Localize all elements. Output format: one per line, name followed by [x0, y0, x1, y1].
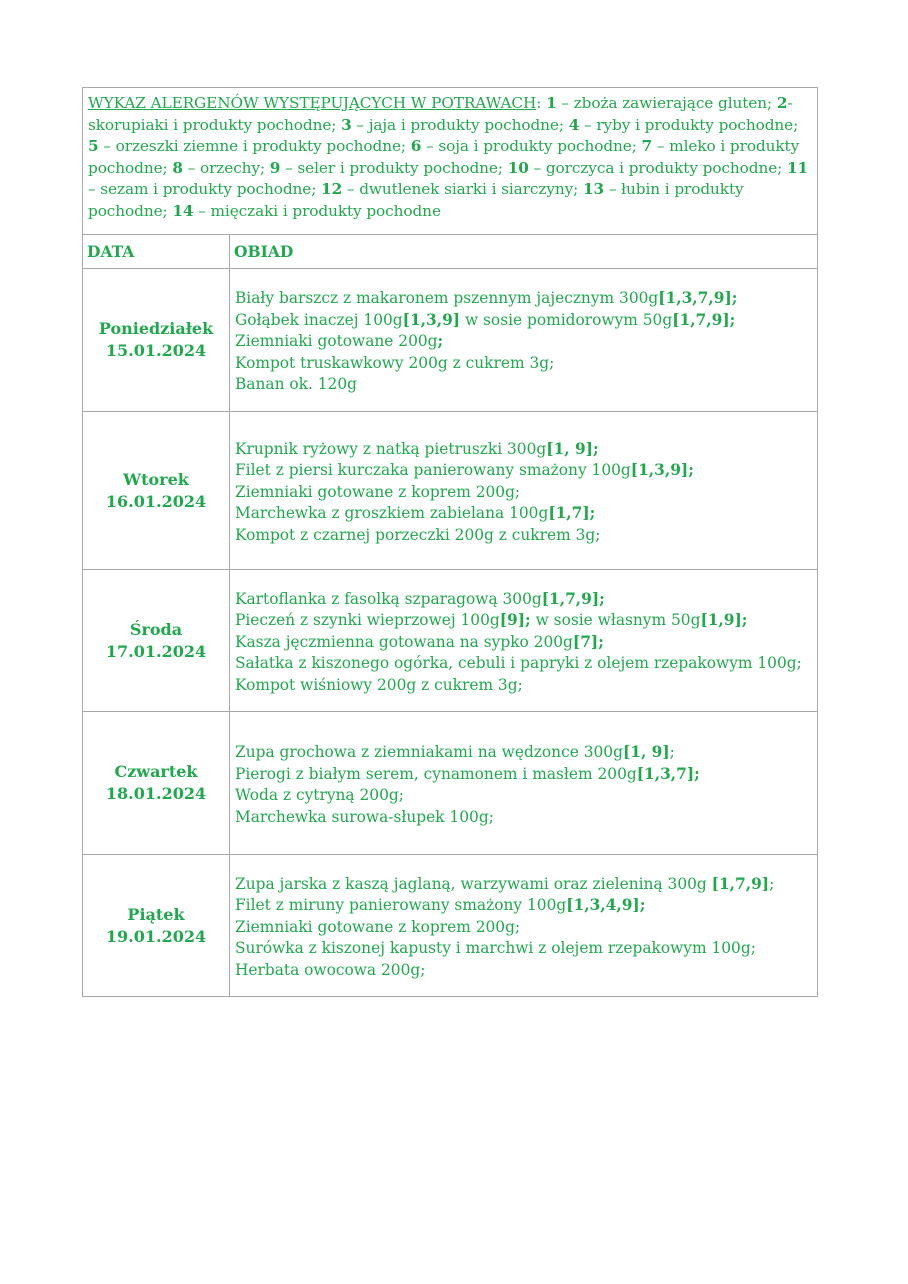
day-date: 16.01.2024 [105, 491, 207, 511]
day-name: Piątek [127, 904, 185, 924]
dish-line [235, 331, 817, 353]
allergen-description: – seler i produkty pochodne; [280, 158, 508, 177]
meal-cell [230, 855, 818, 997]
dish-name: Kompot z czarnej porzeczki 200g z cukrem 3g; [235, 525, 601, 544]
allergen-description: – sezam i produkty pochodne; [88, 180, 322, 199]
dish-name: Ziemniaki gotowane z koprem 200g; [235, 917, 521, 936]
dish-line [235, 938, 817, 960]
dish-line [235, 482, 817, 504]
day-cell [83, 269, 230, 412]
allergen-description: – gorczyca i produkty pochodne; [528, 158, 787, 177]
allergen-number: 14 [172, 201, 194, 220]
dish-name: Zupa jarska z kaszą jaglaną, warzywami oraz zieleniną 300g [235, 874, 712, 893]
dish-allergens: [1,7,9]; [672, 310, 736, 329]
day-cell [83, 570, 230, 712]
allergen-number: 8 [172, 158, 183, 177]
day-row [83, 855, 818, 997]
dish-name: Gołąbek inaczej 100g [235, 310, 403, 329]
allergen-number: 7 [641, 137, 653, 156]
legend-row [83, 88, 818, 235]
dish-name: Biały barszcz z makaronem pszennym jajecznym 300g [235, 289, 659, 308]
day-date: 19.01.2024 [105, 926, 207, 946]
dish-line [235, 653, 817, 675]
meal-cell [230, 712, 818, 855]
dish-name: Woda z cytryną 200g; [235, 786, 404, 804]
day-name: Środa [129, 619, 183, 639]
dish-allergens: [1,7]; [548, 504, 596, 523]
allergen-number: 12 [321, 180, 343, 199]
allergen-description: – mleko i produkty pochodne; [88, 137, 800, 177]
dish-line [235, 439, 817, 461]
header-date: DATA [83, 235, 230, 269]
allergen-description: – ryby i produkty pochodne; [579, 115, 799, 134]
dish-name: Ziemniaki gotowane z koprem 200g; [235, 482, 521, 501]
dish-allergens: [1,3,7,9]; [658, 289, 738, 308]
allergen-description: - skorupiaki i produkty pochodne; [88, 94, 793, 134]
dish-line [235, 589, 817, 611]
dish-allergens: [7]; [572, 632, 604, 651]
dish-allergens: ; [437, 332, 444, 351]
allergen-number: 1 [546, 94, 557, 112]
dish-line [235, 742, 817, 764]
day-cell [83, 412, 230, 570]
allergen-description: – orzechy; [182, 158, 270, 177]
allergen-description: – mięczaki i produkty pochodne [193, 201, 441, 220]
dish-name: Marchewka z groszkiem zabielana 100g [235, 504, 549, 523]
allergen-description: – soja i produkty pochodne; [421, 137, 642, 156]
dish-allergens: [1,3,4,9]; [566, 896, 646, 915]
dish-name: Kompot wiśniowy 200g z cukrem 3g; [235, 675, 523, 694]
dish-name: Pieczeń z szynki wieprzowej 100g [235, 611, 500, 630]
allergen-number: 4 [568, 115, 580, 134]
allergen-number: 3 [341, 115, 352, 134]
day-name: Wtorek [123, 469, 189, 489]
header-row [83, 235, 818, 269]
day-date: 15.01.2024 [105, 341, 207, 360]
allergen-description: – zboża zawierające gluten; [556, 94, 777, 112]
dish-name: Filet z miruny panierowany smażony 100g [235, 896, 567, 915]
allergen-description: – orzeszki ziemne i produkty pochodne; [98, 137, 411, 156]
dish-allergens: [1,3,9] [402, 310, 461, 329]
day-date: 18.01.2024 [105, 784, 207, 803]
allergen-number: 11 [786, 158, 809, 177]
dish-note: ; [769, 874, 775, 893]
dish-allergens: [1,3,9]; [630, 461, 694, 480]
day-row [83, 712, 818, 855]
allergen-legend: WYKAZ ALERGENÓW WYSTĘPUJĄCYCH W POTRAWACH: 1 – zboża zawierające gluten; 2- skorupiaki i produkty pochodne; 3 – jaja i produkty pochodne; 4 – ryby i produkty pochodne; 5 – orzeszki ziemne i produkty pochodne; 6 – soja i produkty pochodne; 7 – mleko i produkty pochodne; 8 – orzechy; 9 – seler i produkty pochodne; 10 – gorczyca i produkty pochodne; 11 – sezam i produkty pochodne; 12 – dwutlenek siarki i siarczyny; 13 – łubin i produkty pochodne; 14 – mięczaki i produkty pochodne [83, 88, 818, 235]
dish-allergens: [1, 9]; [546, 439, 599, 458]
dish-line [235, 960, 817, 982]
dish-line [235, 675, 817, 697]
allergen-number: 2 [776, 94, 788, 112]
dish-line [235, 610, 817, 632]
dish-line [235, 785, 817, 807]
allergen-description: – dwutlenek siarki i siarczyny; [342, 180, 583, 199]
allergen-number: 10 [507, 158, 529, 177]
dish-line [235, 874, 817, 896]
dish-line [235, 917, 817, 939]
dish-line [235, 525, 817, 547]
day-cell [83, 712, 230, 855]
dish-allergens: [1,7,9]; [541, 589, 605, 608]
dish-line [235, 310, 817, 332]
day-date: 17.01.2024 [105, 641, 207, 661]
dish-allergens: [1, 9] [622, 743, 670, 761]
dish-name: Marchewka surowa-słupek 100g; [235, 807, 494, 826]
menu-table [82, 87, 818, 997]
allergen-number: 9 [269, 158, 281, 177]
dish-line [235, 460, 817, 482]
dish-line [235, 353, 817, 375]
meal-cell [230, 412, 818, 570]
dish-note: ; [669, 743, 675, 761]
meal-cell [230, 269, 818, 412]
dish-name: Kartoflanka z fasolką szparagową 300g [235, 589, 542, 608]
dish-allergens: [9]; [499, 611, 531, 630]
day-name: Czwartek [114, 762, 198, 781]
day-name: Poniedziałek [98, 319, 214, 338]
dish-allergens: [1,3,7]; [636, 764, 700, 783]
dish-line [235, 632, 817, 654]
day-cell [83, 855, 230, 997]
dish-note: w sosie pomidorowym 50g [460, 310, 673, 329]
dish-allergens: [1,7,9] [711, 874, 770, 893]
dish-name: Sałatka z kiszonego ogórka, cebuli i papryki z olejem rzepakowym 100g; [235, 654, 802, 673]
dish-line [235, 764, 817, 786]
allergen-description: – łubin i produkty pochodne; [88, 180, 744, 220]
dish-name: Herbata owocowa 200g; [235, 960, 426, 979]
dish-name: Kasza jęczmienna gotowana na sypko 200g [235, 632, 573, 651]
allergen-number: 6 [410, 137, 422, 156]
dish-line [235, 807, 817, 829]
dish-name: Kompot truskawkowy 200g z cukrem 3g; [235, 353, 555, 372]
dish-line [235, 374, 817, 396]
dish-name: Surówka z kiszonej kapusty i marchwi z olejem rzepakowym 100g; [235, 939, 756, 958]
dish-name: Pierogi z białym serem, cynamonem i masłem 200g [235, 764, 637, 783]
dish-note: w sosie własnym 50g [530, 611, 701, 630]
dish-name: Krupnik ryżowy z natką pietruszki 300g [235, 439, 547, 458]
dish-line [235, 503, 817, 525]
dish-allergens: [1,9]; [700, 611, 748, 630]
dish-line [235, 288, 817, 310]
legend-title: WYKAZ ALERGENÓW WYSTĘPUJĄCYCH W POTRAWACH [88, 94, 537, 112]
allergen-number: 13 [583, 180, 605, 199]
dish-name: Banan ok. 120g [235, 375, 357, 394]
meal-cell [230, 570, 818, 712]
allergen-description: – jaja i produkty pochodne; [351, 115, 569, 134]
allergen-number: 5 [88, 137, 99, 156]
header-meal: OBIAD [230, 235, 818, 269]
dish-name: Zupa grochowa z ziemniakami na wędzonce 300g [235, 743, 623, 761]
day-row [83, 269, 818, 412]
day-row [83, 570, 818, 712]
day-row [83, 412, 818, 570]
dish-line [235, 895, 817, 917]
dish-name: Ziemniaki gotowane 200g [235, 332, 438, 351]
dish-name: Filet z piersi kurczaka panierowany smażony 100g [235, 461, 631, 480]
